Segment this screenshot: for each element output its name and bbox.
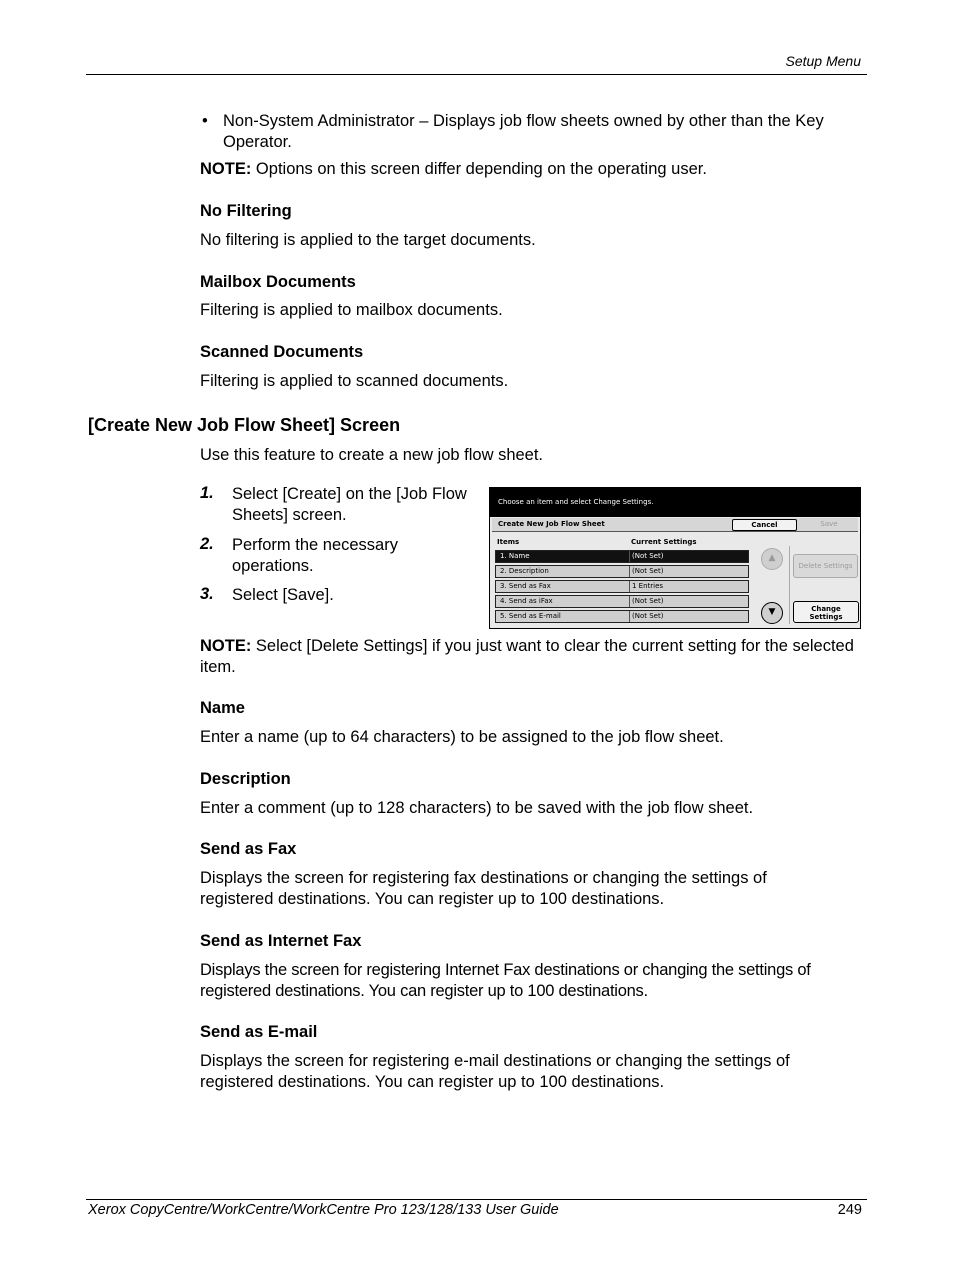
heading-send-as-fax: Send as Fax (200, 840, 297, 858)
bullet-marker: • (202, 112, 208, 130)
text-scanned-documents: Filtering is applied to scanned documents. (200, 372, 509, 390)
screen-title-bar (492, 518, 858, 532)
item-name: 3. Send as Fax (500, 582, 551, 590)
item-setting: (Not Set) (632, 612, 664, 620)
note-text: Select [Delete Settings] if you just want to clear the current setting for the selected item. (200, 637, 854, 676)
footer-rule (86, 1199, 867, 1200)
row-divider (629, 581, 630, 592)
note-label: NOTE: (200, 637, 252, 655)
list-item[interactable] (495, 565, 749, 578)
item-name: 4. Send as iFax (500, 597, 553, 605)
item-name: 5. Send as E-mail (500, 612, 561, 620)
heading-mailbox-documents: Mailbox Documents (200, 273, 356, 291)
item-setting: (Not Set) (632, 597, 664, 605)
note-options (200, 159, 867, 180)
section-heading: [Create New Job Flow Sheet] Screen (88, 415, 401, 435)
item-setting: 1 Entries (632, 582, 664, 590)
screen-message: Choose an item and select Change Settings. (498, 498, 654, 506)
step-text: Perform the necessary operations. (232, 536, 398, 575)
column-header-items: Items (497, 538, 520, 546)
heading-send-as-internet-fax: Send as Internet Fax (200, 932, 362, 950)
row-divider (629, 566, 630, 577)
device-screen-illustration (489, 487, 861, 629)
bullet-text: Non-System Administrator – Displays job flow sheets owned by other than the Key Operator. (223, 112, 824, 151)
triangle-down-icon: ▼ (768, 607, 776, 617)
step-text: Select [Save]. (232, 586, 334, 604)
column-header-current-settings: Current Settings (631, 538, 697, 546)
item-setting: (Not Set) (632, 567, 664, 575)
heading-no-filtering: No Filtering (200, 202, 292, 220)
delete-settings-button[interactable]: Delete Settings (793, 554, 858, 578)
header-title: Setup Menu (785, 53, 861, 69)
heading-scanned-documents: Scanned Documents (200, 343, 364, 361)
text-name: Enter a name (up to 64 characters) to be assigned to the job flow sheet. (200, 728, 724, 746)
step-number: 3. (200, 585, 214, 603)
item-name: 2. Description (500, 567, 549, 575)
note-text: Options on this screen differ depending on the operating user. (251, 160, 707, 178)
text-mailbox-documents: Filtering is applied to mailbox documents. (200, 301, 503, 319)
footer-title: Xerox CopyCentre/WorkCentre/WorkCentre Pro 123/128/133 User Guide (88, 1202, 559, 1218)
page-number: 249 (837, 1202, 862, 1218)
row-divider (629, 551, 630, 562)
row-divider (629, 611, 630, 622)
panel-divider (789, 546, 790, 624)
change-label-line1: Change (811, 605, 841, 613)
list-item[interactable] (495, 610, 749, 623)
list-item[interactable] (495, 580, 749, 593)
header-rule (86, 74, 867, 75)
scroll-up-button[interactable] (761, 548, 783, 570)
heading-name: Name (200, 699, 245, 717)
screen-title: Create New Job Flow Sheet (498, 520, 605, 528)
step-number: 1. (200, 484, 214, 502)
intro-text: Use this feature to create a new job flow sheet. (200, 446, 544, 464)
list-item[interactable] (495, 550, 749, 563)
cancel-button[interactable]: Cancel (732, 519, 797, 531)
heading-send-as-email: Send as E-mail (200, 1023, 318, 1041)
scroll-down-button[interactable] (761, 602, 783, 624)
list-item[interactable] (495, 595, 749, 608)
item-setting: (Not Set) (632, 552, 664, 560)
change-label-line2: Settings (809, 613, 843, 621)
text-no-filtering: No filtering is applied to the target documents. (200, 231, 536, 249)
step-number: 2. (200, 535, 214, 553)
triangle-up-icon: ▲ (768, 553, 776, 563)
text-send-as-email: Displays the screen for registering e-mail destinations or changing the settings of registered destinations. You can register up to 100 destinations. (200, 1052, 790, 1091)
item-name: 1. Name (500, 552, 530, 560)
row-divider (629, 596, 630, 607)
note-delete-settings (200, 636, 867, 678)
text-send-as-internet-fax: Displays the screen for registering Internet Fax destinations or changing the settings of registered destinations. You can register up to 100 destinations. (200, 961, 811, 1000)
text-description: Enter a comment (up to 128 characters) to be saved with the job flow sheet. (200, 799, 754, 817)
note-label: NOTE: (200, 160, 252, 178)
change-settings-button[interactable] (793, 601, 859, 623)
text-send-as-fax: Displays the screen for registering fax destinations or changing the settings of registered destinations. You can register up to 100 destinations. (200, 869, 767, 908)
step-text: Select [Create] on the [Job Flow Sheets] screen. (232, 485, 467, 524)
heading-description: Description (200, 770, 291, 788)
save-button[interactable]: Save (820, 520, 838, 528)
screen-message-bar (490, 488, 860, 517)
